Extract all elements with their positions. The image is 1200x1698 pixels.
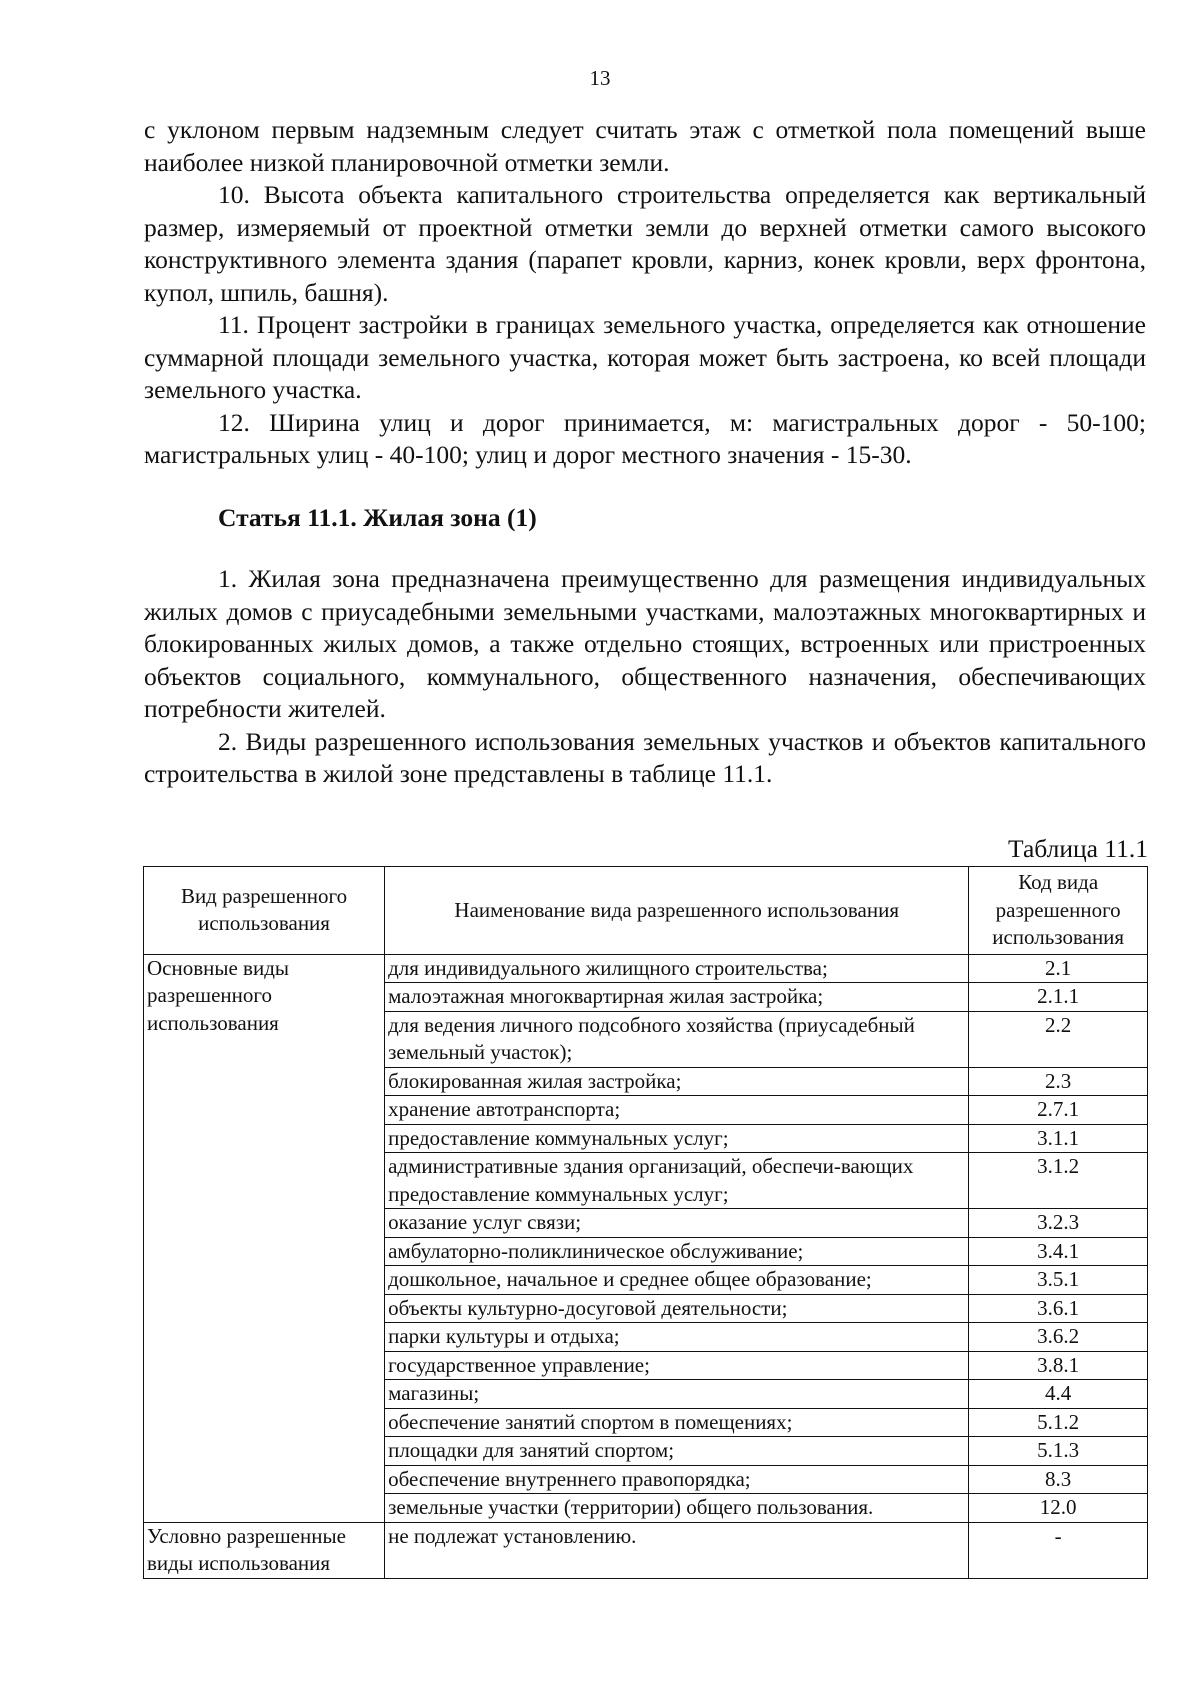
use-code-cell: 3.6.1 <box>969 1294 1148 1323</box>
use-name-cell: хранение автотранспорта; <box>385 1096 969 1125</box>
use-code-cell: 3.1.1 <box>969 1124 1148 1153</box>
use-code-cell: 12.0 <box>969 1494 1148 1523</box>
use-name-cell: государственное управление; <box>385 1351 969 1380</box>
table-body <box>144 954 1148 1578</box>
paragraph-zone-2: 2. Виды разрешенного использования земельных участков и объектов капитального строительства в жилой зоне представлены в таблице 11.1. <box>144 726 1146 788</box>
header-use-name: Наименование вида разрешенного использования <box>385 867 969 955</box>
article-heading: Статья 11.1. Жилая зона (1) <box>218 502 537 532</box>
use-code-cell: 2.7.1 <box>969 1096 1148 1125</box>
use-code-cell: 3.5.1 <box>969 1266 1148 1295</box>
use-name-cell: малоэтажная многоквартирная жилая застройка; <box>385 983 969 1012</box>
use-name-cell: для индивидуального жилищного строительства; <box>385 954 969 983</box>
use-name-cell: парки культуры и отдыха; <box>385 1323 969 1352</box>
use-name-cell: блокированная жилая застройка; <box>385 1067 969 1096</box>
use-name-cell: магазины; <box>385 1380 969 1409</box>
use-code-cell: 3.8.1 <box>969 1351 1148 1380</box>
table-row <box>144 954 1148 983</box>
table-caption: Таблица 11.1 <box>1008 834 1148 863</box>
use-code-cell: 3.6.2 <box>969 1323 1148 1352</box>
paragraph-zone-1: 1. Жилая зона предназначена преимущественно для размещения индивидуальных жилых домов с приусадебными земельными участками, малоэтажных многоквартирных и блокированных жилых домов, а также отдельно стоящих, встроенных или пристроенных объектов социального, коммунального, общественного назначения, обеспечивающих потребности жителей. <box>144 564 1146 723</box>
conditional-uses-label: Условно разрешенные виды использования <box>144 1522 385 1578</box>
use-code-cell: 8.3 <box>969 1465 1148 1494</box>
use-name-cell: административные здания организаций, обеспечи-вающих предоставление коммунальных услуг; <box>385 1153 969 1209</box>
paragraph-continuation: с уклоном первым надземным следует считать этаж с отметкой пола помещений выше наиболее низкой планировочной отметки земли. <box>144 115 1146 177</box>
main-uses-group-label: Основные виды разрешенного использования <box>144 954 385 1522</box>
use-name-cell: предоставление коммунальных услуг; <box>385 1124 969 1153</box>
use-code-cell: 4.4 <box>969 1380 1148 1409</box>
permitted-uses-table <box>143 866 1148 1579</box>
use-code-cell: - <box>969 1522 1148 1578</box>
use-name-cell: амбулаторно-поликлиническое обслуживание; <box>385 1237 969 1266</box>
use-code-cell: 2.2 <box>969 1011 1148 1067</box>
paragraph-10: 10. Высота объекта капитального строительства определяется как вертикальный размер, измеряемый от проектной отметки земли до верхней отметки самого высокого конструктивного элемента здания (парапет кровли, карниз, конек кровли, верх фронтона, купол, шпиль, башня). <box>144 180 1146 307</box>
use-code-cell: 2.3 <box>969 1067 1148 1096</box>
use-code-cell: 2.1 <box>969 954 1148 983</box>
use-name-cell: для ведения личного подсобного хозяйства (приусадебный земельный участок); <box>385 1011 969 1067</box>
use-code-cell: 3.2.3 <box>969 1209 1148 1238</box>
use-code-cell: 3.1.2 <box>969 1153 1148 1209</box>
use-name-cell: не подлежат установлению. <box>385 1522 969 1578</box>
use-name-cell: дошкольное, начальное и среднее общее образование; <box>385 1266 969 1295</box>
header-use-type: Вид разрешенного использования <box>144 867 385 955</box>
conditional-uses-row <box>144 1522 1148 1578</box>
paragraph-12: 12. Ширина улиц и дорог принимается, м: магистральных дорог - 50-100; магистральных улиц - 40-100; улиц и дорог местного значения - 15-30. <box>144 407 1146 469</box>
use-code-cell: 5.1.2 <box>969 1408 1148 1437</box>
use-name-cell: оказание услуг связи; <box>385 1209 969 1238</box>
paragraph-11: 11. Процент застройки в границах земельного участка, определяется как отношение суммарной площади земельного участка, которая может быть застроена, ко всей площади земельного участка. <box>144 310 1146 404</box>
header-use-code: Код вида разрешенного использования <box>969 867 1148 955</box>
use-name-cell: обеспечение занятий спортом в помещениях; <box>385 1408 969 1437</box>
table-header-row <box>144 867 1148 955</box>
page-number: 13 <box>589 66 611 90</box>
use-name-cell: обеспечение внутреннего правопорядка; <box>385 1465 969 1494</box>
use-name-cell: земельные участки (территории) общего пользования. <box>385 1494 969 1523</box>
document-body <box>144 114 1146 791</box>
use-code-cell: 3.4.1 <box>969 1237 1148 1266</box>
use-code-cell: 2.1.1 <box>969 983 1148 1012</box>
use-name-cell: площадки для занятий спортом; <box>385 1437 969 1466</box>
use-code-cell: 5.1.3 <box>969 1437 1148 1466</box>
use-name-cell: объекты культурно-досуговой деятельности; <box>385 1294 969 1323</box>
